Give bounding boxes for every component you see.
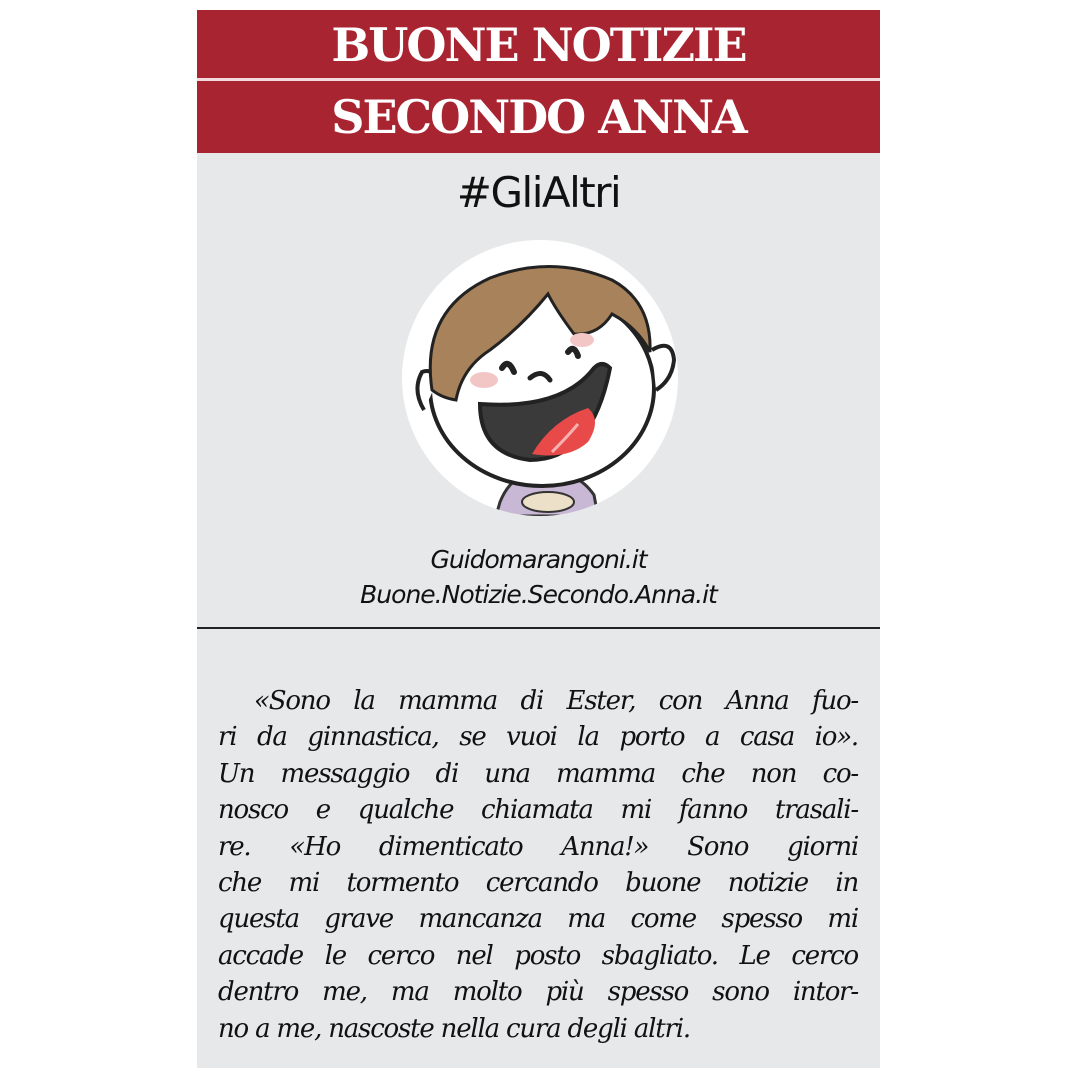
hashtag-title: #GliAltri bbox=[456, 168, 621, 217]
masthead-divider bbox=[197, 78, 880, 81]
article-line: che mi tormento cercando buone notizie in bbox=[218, 868, 858, 899]
avatar-illustration bbox=[402, 240, 678, 516]
masthead-title-line2: SECONDO ANNA bbox=[331, 90, 746, 144]
website-links bbox=[197, 542, 880, 612]
masthead bbox=[197, 10, 880, 153]
section-divider bbox=[197, 627, 880, 629]
column-box bbox=[197, 10, 880, 1068]
article-line: re. «Ho dimenticato Anna!» Sono giorni bbox=[218, 831, 858, 862]
website-link-2: Buone.Notizie.Secondo.Anna.it bbox=[360, 580, 717, 609]
article-line: Un messaggio di una mamma che non co- bbox=[218, 758, 858, 789]
cartoon-child-face-icon bbox=[402, 240, 678, 516]
article-line: «Sono la mamma di Ester, con Anna fuo- bbox=[254, 686, 858, 716]
website-link-1: Guidomarangoni.it bbox=[430, 545, 647, 574]
article-line: ri da ginnastica, se vuoi la porto a casa io». bbox=[218, 722, 858, 753]
article-line: accade le cerco nel posto sbagliato. Le cerco bbox=[218, 940, 858, 971]
article-line: questa grave mancanza ma come spesso mi bbox=[218, 904, 858, 935]
article-line: dentro me, ma molto più spesso sono intor- bbox=[218, 977, 858, 1008]
article-line: nosco e qualche chiamata mi fanno trasali- bbox=[218, 795, 858, 826]
article-body bbox=[218, 683, 858, 1047]
masthead-title-line1: BUONE NOTIZIE bbox=[331, 18, 746, 72]
article-line: no a me, nascoste nella cura degli altri. bbox=[218, 1013, 690, 1044]
